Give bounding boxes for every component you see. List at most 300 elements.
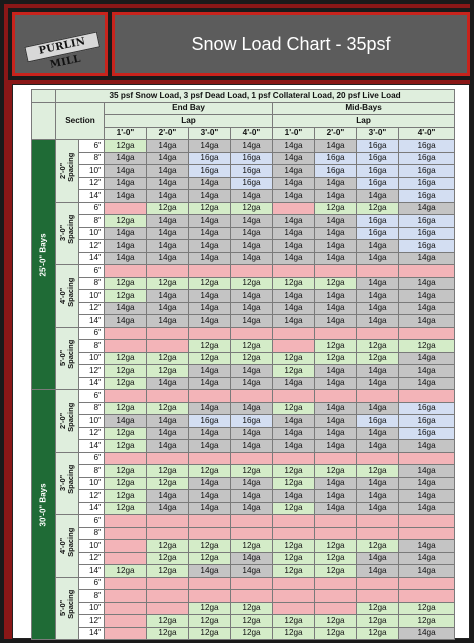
gauge-cell: 14ga	[147, 377, 189, 390]
gauge-cell	[105, 202, 147, 215]
gauge-cell: 14ga	[147, 252, 189, 265]
mid-bays-header: Mid-Bays	[273, 102, 455, 115]
gauge-cell: 14ga	[315, 415, 357, 428]
gauge-cell: 14ga	[189, 215, 231, 228]
gauge-cell	[105, 527, 147, 540]
section-label	[56, 202, 79, 265]
gauge-cell: 14ga	[399, 202, 455, 215]
gauge-cell: 14ga	[357, 377, 399, 390]
gauge-cell: 12ga	[105, 290, 147, 303]
gauge-cell: 14ga	[147, 140, 189, 153]
gauge-cell: 16ga	[399, 415, 455, 428]
gauge-cell	[105, 265, 147, 278]
gauge-cell: 12ga	[315, 627, 357, 640]
section-label-text	[58, 402, 75, 432]
lap-value: 2'-0"	[315, 127, 357, 140]
table-row	[32, 527, 455, 540]
gauge-cell	[273, 590, 315, 603]
spacing-value: 14"	[79, 627, 105, 640]
gauge-cell	[315, 327, 357, 340]
gauge-cell: 14ga	[189, 240, 231, 253]
table-row	[32, 565, 455, 578]
gauge-cell: 14ga	[273, 177, 315, 190]
lap-value: 3'-0"	[357, 127, 399, 140]
gauge-cell	[147, 527, 189, 540]
gauge-cell: 12ga	[273, 565, 315, 578]
gauge-cell: 16ga	[357, 215, 399, 228]
gauge-cell	[357, 390, 399, 403]
table-row	[32, 477, 455, 490]
gauge-cell: 14ga	[147, 502, 189, 515]
gauge-cell: 16ga	[231, 177, 273, 190]
gauge-cell: 14ga	[273, 140, 315, 153]
gauge-cell: 14ga	[231, 240, 273, 253]
gauge-cell: 16ga	[357, 227, 399, 240]
gauge-cell	[399, 515, 455, 528]
gauge-cell: 12ga	[273, 277, 315, 290]
gauge-cell: 16ga	[399, 177, 455, 190]
gauge-cell: 14ga	[147, 215, 189, 228]
gauge-cell: 14ga	[399, 315, 455, 328]
gauge-cell: 14ga	[231, 315, 273, 328]
gauge-cell: 16ga	[189, 152, 231, 165]
gauge-cell: 16ga	[315, 152, 357, 165]
lap-value: 1'-0"	[273, 127, 315, 140]
gauge-cell: 12ga	[105, 465, 147, 478]
table-row	[32, 215, 455, 228]
purlin-mill-logo	[23, 26, 101, 71]
table-row	[32, 365, 455, 378]
gauge-cell: 12ga	[105, 565, 147, 578]
gauge-cell	[273, 202, 315, 215]
gauge-cell: 14ga	[315, 302, 357, 315]
spacing-value: 14"	[79, 565, 105, 578]
gauge-cell: 14ga	[273, 215, 315, 228]
gauge-cell	[231, 452, 273, 465]
gauge-cell: 14ga	[231, 440, 273, 453]
spacing-value: 12"	[79, 615, 105, 628]
gauge-cell: 14ga	[189, 565, 231, 578]
gauge-cell: 14ga	[231, 565, 273, 578]
gauge-cell: 16ga	[399, 215, 455, 228]
gauge-cell: 14ga	[357, 277, 399, 290]
gauge-cell	[189, 452, 231, 465]
gauge-cell: 14ga	[399, 252, 455, 265]
gauge-cell	[357, 327, 399, 340]
table-row	[32, 315, 455, 328]
end-bay-header: End Bay	[105, 102, 273, 115]
table-row	[32, 402, 455, 415]
gauge-cell: 14ga	[189, 290, 231, 303]
gauge-cell: 14ga	[105, 165, 147, 178]
logo-box	[12, 12, 108, 76]
gauge-cell: 14ga	[273, 240, 315, 253]
gauge-cell: 14ga	[273, 440, 315, 453]
spacing-value: 6"	[79, 202, 105, 215]
gauge-cell	[147, 452, 189, 465]
gauge-cell	[105, 552, 147, 565]
gauge-cell: 12ga	[105, 365, 147, 378]
section-sub: Spacing	[66, 465, 75, 495]
gauge-cell: 14ga	[189, 302, 231, 315]
gauge-cell: 12ga	[147, 627, 189, 640]
spacing-value: 14"	[79, 502, 105, 515]
gauge-cell	[147, 327, 189, 340]
gauge-cell: 14ga	[273, 490, 315, 503]
section-size: 5'-0"	[58, 600, 68, 617]
gauge-cell: 12ga	[315, 540, 357, 553]
gauge-cell	[231, 577, 273, 590]
gauge-cell: 16ga	[399, 152, 455, 165]
gauge-cell: 14ga	[147, 227, 189, 240]
gauge-cell: 14ga	[315, 290, 357, 303]
gauge-cell	[315, 527, 357, 540]
gauge-cell: 12ga	[231, 465, 273, 478]
table-row	[32, 440, 455, 453]
gauge-cell: 14ga	[105, 415, 147, 428]
spacing-value: 14"	[79, 440, 105, 453]
gauge-cell: 16ga	[231, 152, 273, 165]
section-header: Section	[56, 102, 105, 140]
gauge-cell: 12ga	[189, 552, 231, 565]
gauge-cell: 12ga	[273, 477, 315, 490]
spacing-value: 8"	[79, 152, 105, 165]
mid-bays-lap-header: Lap	[273, 115, 455, 128]
gauge-cell	[147, 602, 189, 615]
gauge-cell	[273, 527, 315, 540]
gauge-cell	[105, 452, 147, 465]
gauge-cell: 14ga	[315, 502, 357, 515]
gauge-cell: 16ga	[399, 402, 455, 415]
gauge-cell: 12ga	[189, 615, 231, 628]
snow-load-table	[31, 89, 455, 640]
gauge-cell: 14ga	[189, 227, 231, 240]
gauge-cell: 12ga	[357, 627, 399, 640]
gauge-cell: 14ga	[189, 365, 231, 378]
table-row	[32, 502, 455, 515]
gauge-cell: 12ga	[105, 402, 147, 415]
gauge-cell: 14ga	[189, 477, 231, 490]
spacing-value: 10"	[79, 415, 105, 428]
gauge-cell	[147, 340, 189, 353]
gauge-cell: 12ga	[189, 602, 231, 615]
table-body	[32, 90, 455, 640]
spacing-value: 10"	[79, 227, 105, 240]
gauge-cell: 14ga	[399, 365, 455, 378]
section-label	[56, 577, 79, 640]
gauge-cell: 14ga	[315, 427, 357, 440]
gauge-cell: 14ga	[357, 365, 399, 378]
section-sub: Spacing	[66, 277, 75, 307]
gauge-cell	[147, 577, 189, 590]
gauge-cell: 12ga	[147, 615, 189, 628]
gauge-cell: 12ga	[231, 352, 273, 365]
gauge-cell: 16ga	[189, 415, 231, 428]
section-sub: Spacing	[66, 402, 75, 432]
gauge-cell	[105, 390, 147, 403]
gauge-cell: 14ga	[357, 302, 399, 315]
gauge-cell: 14ga	[231, 302, 273, 315]
gauge-cell: 16ga	[399, 227, 455, 240]
gauge-cell: 12ga	[147, 202, 189, 215]
gauge-cell: 12ga	[147, 365, 189, 378]
gauge-cell: 12ga	[273, 365, 315, 378]
gauge-cell: 12ga	[147, 352, 189, 365]
gauge-cell: 14ga	[231, 252, 273, 265]
gauge-cell: 12ga	[105, 215, 147, 228]
spacing-value: 8"	[79, 215, 105, 228]
gauge-cell: 12ga	[315, 277, 357, 290]
lap-value: 4'-0"	[231, 127, 273, 140]
gauge-cell	[273, 515, 315, 528]
gauge-cell: 14ga	[189, 315, 231, 328]
gauge-cell: 12ga	[147, 402, 189, 415]
gauge-cell: 14ga	[105, 302, 147, 315]
gauge-cell	[315, 515, 357, 528]
gauge-cell: 14ga	[231, 502, 273, 515]
gauge-cell	[273, 327, 315, 340]
spacing-value: 6"	[79, 140, 105, 153]
gauge-cell: 12ga	[315, 465, 357, 478]
gauge-cell: 12ga	[147, 277, 189, 290]
table-row	[32, 577, 455, 590]
gauge-cell	[189, 515, 231, 528]
gauge-cell: 14ga	[357, 315, 399, 328]
section-sub: Spacing	[66, 527, 75, 557]
gauge-cell: 12ga	[189, 277, 231, 290]
spacing-value: 8"	[79, 465, 105, 478]
table-row	[32, 427, 455, 440]
gauge-cell: 14ga	[273, 427, 315, 440]
table-row	[32, 302, 455, 315]
section-label	[56, 452, 79, 515]
gauge-cell: 12ga	[231, 615, 273, 628]
section-label	[56, 140, 79, 203]
gauge-cell: 12ga	[231, 540, 273, 553]
gauge-cell: 14ga	[231, 477, 273, 490]
gauge-cell: 14ga	[315, 440, 357, 453]
gauge-cell: 14ga	[273, 165, 315, 178]
spacing-value: 8"	[79, 340, 105, 353]
lap-value: 3'-0"	[189, 127, 231, 140]
gauge-cell	[189, 265, 231, 278]
spacing-value: 10"	[79, 602, 105, 615]
gauge-cell: 12ga	[273, 615, 315, 628]
gauge-cell: 14ga	[189, 377, 231, 390]
gauge-cell: 12ga	[315, 202, 357, 215]
section-label	[56, 515, 79, 578]
gauge-cell: 14ga	[147, 190, 189, 203]
spacing-value: 6"	[79, 577, 105, 590]
spacing-value: 8"	[79, 277, 105, 290]
gauge-cell: 14ga	[105, 227, 147, 240]
gauge-cell: 12ga	[315, 352, 357, 365]
gauge-cell	[315, 577, 357, 590]
bay-group-label	[32, 140, 56, 390]
section-label-text	[58, 340, 75, 370]
gauge-cell: 12ga	[105, 427, 147, 440]
gauge-cell: 12ga	[357, 340, 399, 353]
gauge-cell: 12ga	[357, 465, 399, 478]
gauge-cell: 14ga	[399, 565, 455, 578]
gauge-cell: 16ga	[231, 165, 273, 178]
gauge-cell: 12ga	[231, 202, 273, 215]
gauge-cell: 14ga	[315, 377, 357, 390]
gauge-cell: 14ga	[357, 552, 399, 565]
gauge-cell: 12ga	[105, 440, 147, 453]
gauge-cell: 12ga	[315, 552, 357, 565]
gauge-cell: 12ga	[231, 627, 273, 640]
section-label	[56, 265, 79, 328]
gauge-cell: 14ga	[147, 240, 189, 253]
gauge-cell: 14ga	[399, 502, 455, 515]
gauge-cell: 12ga	[273, 627, 315, 640]
section-sub: Spacing	[66, 590, 75, 620]
gauge-cell	[399, 527, 455, 540]
gauge-cell: 14ga	[105, 190, 147, 203]
gauge-cell	[315, 602, 357, 615]
header-corner	[32, 102, 56, 140]
gauge-cell: 16ga	[399, 427, 455, 440]
gauge-cell: 14ga	[315, 402, 357, 415]
gauge-cell: 14ga	[357, 565, 399, 578]
spacing-value: 10"	[79, 540, 105, 553]
spacing-value: 10"	[79, 352, 105, 365]
spacing-value: 14"	[79, 190, 105, 203]
gauge-cell: 14ga	[147, 315, 189, 328]
spacing-value: 6"	[79, 452, 105, 465]
gauge-cell: 14ga	[189, 440, 231, 453]
gauge-cell: 14ga	[273, 377, 315, 390]
gauge-cell: 14ga	[273, 227, 315, 240]
gauge-cell	[399, 265, 455, 278]
gauge-cell	[105, 327, 147, 340]
table-row	[32, 377, 455, 390]
gauge-cell: 14ga	[147, 290, 189, 303]
gauge-cell: 14ga	[315, 252, 357, 265]
gauge-cell	[189, 390, 231, 403]
gauge-cell: 12ga	[147, 465, 189, 478]
gauge-cell: 12ga	[189, 627, 231, 640]
table-row	[32, 327, 455, 340]
spacing-value: 12"	[79, 240, 105, 253]
gauge-cell: 14ga	[273, 190, 315, 203]
gauge-cell: 14ga	[147, 165, 189, 178]
gauge-cell	[231, 527, 273, 540]
table-row	[32, 602, 455, 615]
gauge-cell: 14ga	[399, 377, 455, 390]
gauge-cell: 12ga	[105, 477, 147, 490]
gauge-cell: 14ga	[147, 302, 189, 315]
section-size: 5'-0"	[58, 350, 68, 367]
logo-text: PURLIN MILL	[37, 36, 87, 71]
gauge-cell	[273, 265, 315, 278]
table-row	[32, 415, 455, 428]
gauge-cell: 14ga	[231, 427, 273, 440]
spacing-value: 12"	[79, 552, 105, 565]
gauge-cell	[231, 327, 273, 340]
gauge-cell	[189, 577, 231, 590]
gauge-cell: 14ga	[147, 427, 189, 440]
table-row	[32, 227, 455, 240]
gauge-cell: 14ga	[105, 152, 147, 165]
gauge-cell	[357, 515, 399, 528]
gauge-cell: 16ga	[231, 415, 273, 428]
gauge-cell	[357, 590, 399, 603]
section-sub: Spacing	[66, 152, 75, 182]
load-banner: 35 psf Snow Load, 3 psf Dead Load, 1 psf Collateral Load, 20 psf Live Load	[56, 90, 455, 103]
gauge-cell: 12ga	[357, 602, 399, 615]
gauge-cell: 14ga	[399, 540, 455, 553]
table-row	[32, 265, 455, 278]
gauge-cell: 14ga	[231, 140, 273, 153]
section-label-text	[58, 152, 75, 182]
table-row	[32, 552, 455, 565]
gauge-cell: 14ga	[105, 240, 147, 253]
gauge-cell	[147, 390, 189, 403]
table-row	[32, 240, 455, 253]
gauge-cell: 14ga	[147, 490, 189, 503]
spacing-value: 10"	[79, 165, 105, 178]
gauge-cell: 14ga	[399, 440, 455, 453]
gauge-cell	[105, 602, 147, 615]
gauge-cell	[273, 390, 315, 403]
table-row	[32, 390, 455, 403]
gauge-cell: 14ga	[231, 402, 273, 415]
header	[8, 8, 474, 80]
section-sub: Spacing	[66, 340, 75, 370]
section-size: 3'-0"	[58, 475, 68, 492]
gauge-cell: 14ga	[399, 302, 455, 315]
table-row	[32, 515, 455, 528]
gauge-cell	[273, 577, 315, 590]
gauge-cell	[273, 340, 315, 353]
gauge-cell: 14ga	[105, 252, 147, 265]
gauge-cell: 14ga	[105, 177, 147, 190]
end-bay-lap-header: Lap	[105, 115, 273, 128]
gauge-cell: 16ga	[399, 165, 455, 178]
gauge-cell: 16ga	[357, 152, 399, 165]
gauge-cell: 12ga	[357, 615, 399, 628]
gauge-cell: 14ga	[357, 190, 399, 203]
gauge-cell: 14ga	[273, 315, 315, 328]
gauge-cell: 14ga	[399, 477, 455, 490]
gauge-cell: 14ga	[231, 290, 273, 303]
gauge-cell: 14ga	[399, 490, 455, 503]
section-size: 2'-0"	[58, 162, 68, 179]
gauge-cell: 14ga	[357, 402, 399, 415]
gauge-cell: 16ga	[357, 165, 399, 178]
spacing-value: 14"	[79, 315, 105, 328]
table-row	[32, 152, 455, 165]
gauge-cell: 16ga	[399, 140, 455, 153]
table-row	[32, 452, 455, 465]
gauge-cell	[315, 590, 357, 603]
title-box	[112, 12, 470, 76]
gauge-cell	[357, 265, 399, 278]
gauge-cell: 12ga	[399, 615, 455, 628]
table-row	[32, 352, 455, 365]
gauge-cell: 14ga	[189, 502, 231, 515]
gauge-cell: 12ga	[399, 602, 455, 615]
gauge-cell	[399, 590, 455, 603]
lap-value: 2'-0"	[147, 127, 189, 140]
bay-group-label	[32, 390, 56, 640]
spacing-value: 14"	[79, 252, 105, 265]
lap-value: 4'-0"	[399, 127, 455, 140]
gauge-cell: 14ga	[315, 490, 357, 503]
gauge-cell: 14ga	[189, 402, 231, 415]
